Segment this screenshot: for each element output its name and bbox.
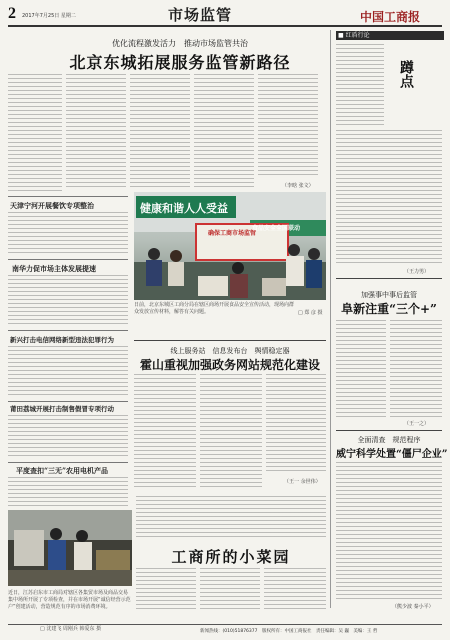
column-label: ■ 红盾行论 [336,31,444,40]
lead-body-text [258,74,318,178]
mid-rule [134,340,326,341]
brief-text [8,346,128,398]
right-rule [336,430,442,431]
top-photo [134,192,326,300]
right-rule [336,278,442,279]
lead-body-text [66,74,126,190]
brief-title: 莆田荔城开展打击制售假冒专项行动 [10,405,114,413]
market-photo [8,510,132,586]
brand-logo: 中国工商报 [360,10,421,24]
brief-rule [8,259,128,260]
right-head3-title: 威宁科学处置“僵尸企业” [336,449,448,460]
photo-credit: □ 郑 彦 摄 [298,310,323,316]
lead-kicker: 优化流程激发活力 推动市场监管共治 [112,39,248,48]
feature-title: 工商所的小菜园 [171,548,291,566]
brief-title: 平度查扣“三无”农用电机产品 [16,466,109,475]
feature-body-text [200,568,260,612]
section-title: 市场监管 [168,6,233,24]
column-text [336,130,442,266]
brief-title: 新兴打击电信网络新型违法犯罪行为 [10,336,114,344]
left-column-text [8,74,62,194]
mid-kicker: 线上服务站 信息发布台 舆情稳定器 [170,347,290,355]
feature-body-text [264,568,326,612]
footer-rule [8,624,442,625]
brief-text [8,212,128,256]
photo-caption: 日前，北京东城区工商分局在辖区商场开展食品安全宣传活动，现场向群众发放宣传材料，解答有关问题。 [134,302,295,315]
brief-title: 南华力促市场主体发展提速 [12,264,96,273]
lead-body-text [194,74,254,190]
header-rule [8,25,442,27]
right-body-text [390,320,442,418]
lead-body-text [130,74,190,190]
lead-title: 北京东城拓展服务监管新路径 [69,53,291,72]
banner-text: 健康和谐人人受益 [140,202,228,215]
mid-body-text [134,374,196,490]
mid-body-text [266,374,326,474]
column-divider [330,30,331,608]
right-head3-kicker: 全面清查 规范程序 [357,436,421,444]
brief-rule [8,330,128,331]
sign-text-right: 食品安全全国联动 [252,225,301,232]
column-name: 蹲点 [398,60,414,88]
right-body-text [336,320,386,418]
brief-rule [8,196,128,197]
date-line: 2017年7月25日 星期二 [22,13,76,19]
mid-byline: （王一 余世伟） [284,479,321,485]
brief-rule [8,401,128,402]
lead-byline: （李晗 张文） [282,183,314,189]
right-head2-kicker: 加强事中事后监管 [361,291,417,299]
column-byline: （王力男） [404,269,430,275]
right-byline: （熊少波 秦小平） [392,604,434,610]
right-head2-title: 阜新注重“三个+” [341,302,437,316]
feature-body-text [136,568,196,612]
brief-text [8,415,128,459]
mid-body-text [200,374,262,490]
brief-rule [8,462,128,463]
market-photo-credit: □ 沈建飞 周刚兵 韩爱东 摄 [40,626,102,632]
mid-title: 霍山重视加强政务网站规范化建设 [139,358,320,372]
sign-text: 确保工商市场监管 [208,230,257,237]
right-body-text [336,462,442,602]
page-number: 2 [8,5,16,22]
market-photo-caption: 近日，江苏启东市工商局对辖区各集贸市场及商品交易集中场所开展了专项检查，并在市场开展“诚信经营示范户”创建活动，营造规范有序的市场消费环境。 [8,590,131,610]
footer-text: 新闻热线：(010)51876377 版权所有：中国工商报社 责任编辑：吴 巍 美编：王 哲 [200,629,378,634]
brief-text [8,275,128,327]
brief-title: 天津宁河开展餐饮专项整治 [10,201,94,210]
right-byline: （王一之） [404,421,430,427]
column-text [336,44,384,128]
feature-top-text [136,496,326,540]
brief-text [8,477,128,507]
